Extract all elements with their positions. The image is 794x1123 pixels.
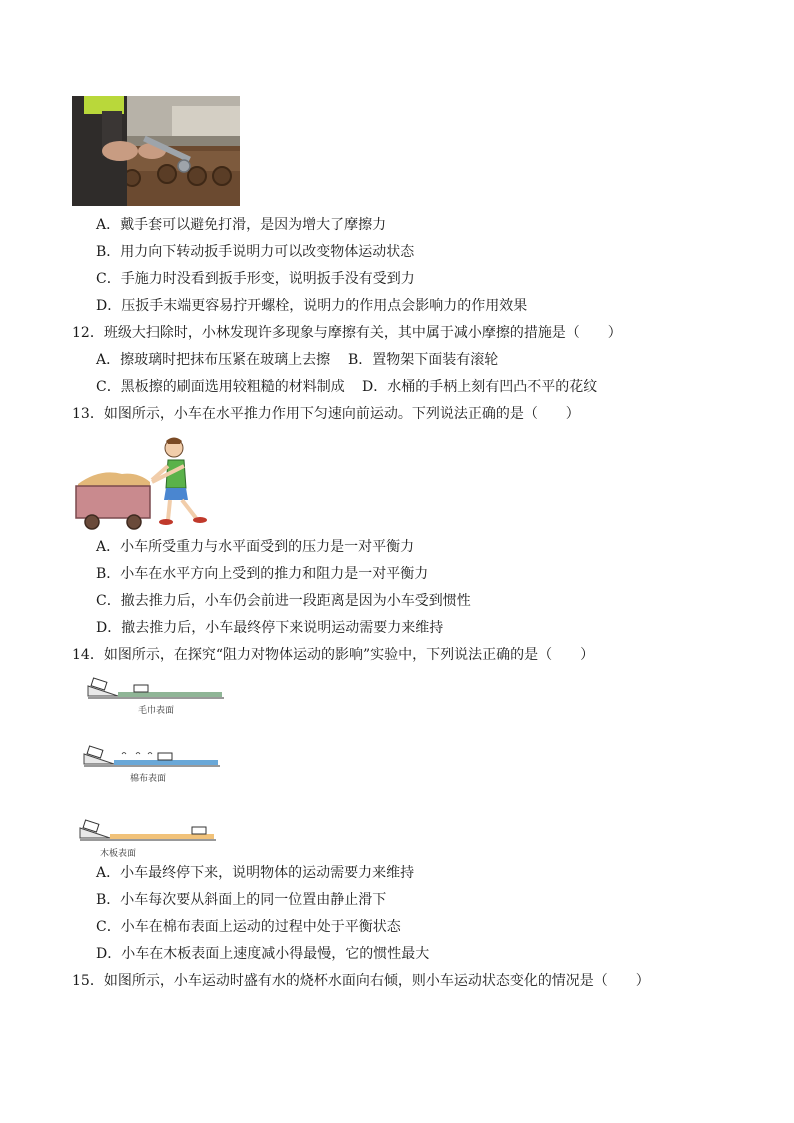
cotton-surface-caption: 棉布表面 [130,774,167,784]
q12-stem: 12．班级大扫除时，小林发现许多现象与摩擦有关，其中属于减小摩擦的措施是（ ） [72,325,622,341]
q14-option-b: B．小车每次要从斜面上的同一位置由静止滑下 [96,892,387,908]
q15-stem: 15．如图所示，小车运动时盛有水的烧杯水面向右倾，则小车运动状态变化的情况是（ ） [72,973,650,989]
towel-surface-caption: 毛巾表面 [138,706,175,716]
cotton-surface-figure [82,742,222,770]
q14-stem: 14．如图所示，在探究“阻力对物体运动的影响”实验中，下列说法正确的是（ ） [72,647,595,663]
q11-option-c: C．手施力时没看到扳手形变，说明扳手没有受到力 [96,271,415,287]
q12-option-d: D．水桶的手柄上刻有凹凸不平的花纹 [362,379,598,395]
q13-option-a: A．小车所受重力与水平面受到的压力是一对平衡力 [96,539,415,555]
q12-option-b: B．置物架下面装有滚轮 [348,352,499,368]
q13-stem: 13．如图所示，小车在水平推力作用下匀速向前运动。下列说法正确的是（ ） [72,406,580,422]
q13-option-b: B．小车在水平方向上受到的推力和阻力是一对平衡力 [96,566,429,582]
q12-option-a: A．擦玻璃时把抹布压紧在玻璃上去擦 [96,352,331,368]
q13-option-c: C．撤去推力后，小车仍会前进一段距离是因为小车受到惯性 [96,593,471,609]
wood-surface-figure [78,816,218,844]
q11-option-a: A．戴手套可以避免打滑，是因为增大了摩擦力 [96,217,387,233]
wood-surface-caption: 木板表面 [100,849,137,859]
wrench-rail-photo [72,96,240,206]
q12-option-c: C．黑板擦的刷面选用较粗糙的材料制成 [96,379,345,395]
q14-option-c: C．小车在棉布表面上运动的过程中处于平衡状态 [96,919,401,935]
q14-option-a: A．小车最终停下来，说明物体的运动需要力来维持 [96,865,415,881]
q14-option-d: D．小车在木板表面上速度减小得最慢，它的惯性最大 [96,946,430,962]
q11-option-b: B．用力向下转动扳手说明力可以改变物体运动状态 [96,244,415,260]
boy-pushing-cart-figure [72,432,217,532]
towel-surface-figure [86,674,226,702]
q13-option-d: D．撤去推力后，小车最终停下来说明运动需要力来维持 [96,620,444,636]
q11-option-d: D．压扳手末端更容易拧开螺栓，说明力的作用点会影响力的作用效果 [96,298,528,314]
